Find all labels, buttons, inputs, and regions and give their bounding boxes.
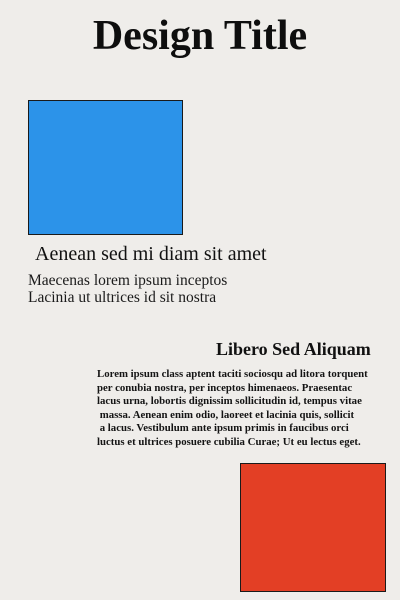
page-title: Design Title xyxy=(92,13,308,59)
paragraph-line: Lorem ipsum class aptent taciti sociosqu ad litora torquent xyxy=(97,368,368,380)
section-paragraph xyxy=(97,368,400,450)
paragraph-line: luctus et ultrices posuere cubilia Curae; Ut eu lectus eget. xyxy=(97,435,361,448)
section-heading: Libero Sed Aliquam xyxy=(216,339,371,359)
feature-subtext-line: Lacinia ut ultrices id sit nostra xyxy=(28,289,217,306)
paragraph-line: lacus urna, lobortis dignissim sollicitudin id, tempus vitae xyxy=(97,395,362,408)
paragraph-line: massa. Aenean enim odio, laoreet et lacinia quis, sollicit xyxy=(97,408,355,421)
paragraph-line: a lacus. Vestibulum ante ipsum primis in faucibus orci xyxy=(97,422,349,435)
paragraph-line: per conubia nostra, per inceptos himenaeos. Praesentac xyxy=(97,381,353,394)
blue-color-block xyxy=(28,100,183,235)
feature-subtext-line: Maecenas lorem ipsum inceptos xyxy=(28,272,228,289)
red-color-block xyxy=(240,463,386,592)
feature-caption: Aenean sed mi diam sit amet xyxy=(35,243,267,265)
feature-subtext xyxy=(28,272,227,306)
